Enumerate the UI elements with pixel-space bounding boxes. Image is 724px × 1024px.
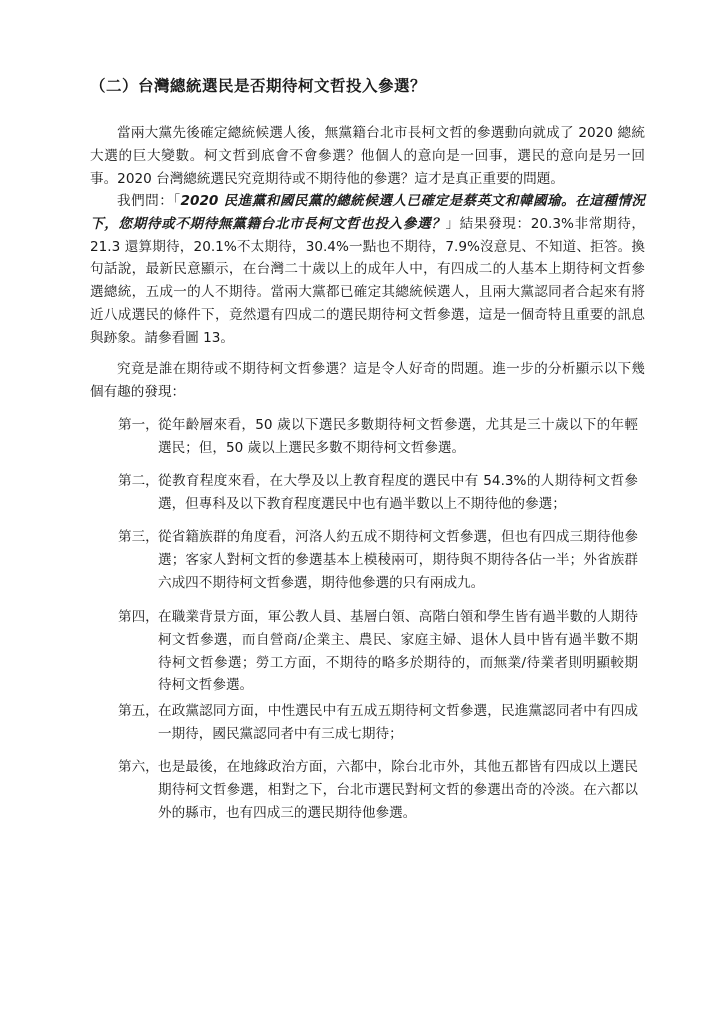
survey-results: 」結果發現：20.3%非常期待，21.3 還算期待，20.1%不太期待，30.4%一點也不期待，7.9%沒意見、不知道、拒答。換句話說，最新民意顯示，在台灣二十歲以上的成年人中，有四成二的人基本上期待柯文哲參選總統，五成一的人不期待。當兩大黨都已確定其總統候選人，且兩大黨認同者合起來有將近八成選民的條件下，竟然還有四成二的選民期待柯文哲參選，這是一個奇特且重要的訊息與跡象。請參看圖 13。 — [90, 215, 646, 346]
paragraph-analysis-intro: 究竟是誰在期待或不期待柯文哲參選？這是令人好奇的問題。進一步的分析顯示以下幾個有趣的發現： — [90, 361, 645, 400]
finding-text: 從年齡層來看，50 歲以下選民多數期待柯文哲參選，尤其是三十歲以下的年輕選民；但，50 歲以上選民多數不期待柯文哲參選。 — [158, 417, 638, 456]
finding-text: 在政黨認同方面，中性選民中有五成五期待柯文哲參選，民進黨認同者中有四成一期待，國民黨認同者中有三成七期待； — [158, 703, 638, 742]
finding-label: 第五， — [118, 703, 159, 719]
finding-label: 第四， — [118, 609, 159, 625]
survey-question-quote: 2020 民進黨和國民黨的總統候選人已確定是蔡英文和韓國瑜。在這種情況下，您期待或不期待無黨籍台北市長柯文哲也投入參選？ — [90, 193, 645, 232]
finding-label: 第三， — [118, 529, 159, 545]
paragraph-survey — [90, 190, 645, 350]
finding-label: 第六， — [118, 759, 159, 775]
finding-item-4 — [118, 606, 638, 697]
paragraph-intro: 當兩大黨先後確定總統候選人後，無黨籍台北市長柯文哲的參選動向就成了 2020 總統大選的巨大變數。柯文哲到底會不會參選？他個人的意向是一回事，選民的意向是另一回事。2020 台灣總統選民究竟期待或不期待他的參選？這才是真正重要的問題。 — [90, 125, 645, 187]
finding-text: 也是最後，在地緣政治方面，六都中，除台北市外，其他五都皆有四成以上選民期待柯文哲參選，相對之下，台北市選民對柯文哲的參選出奇的冷淡。在六都以外的縣市，也有四成三的選民期待他參選。 — [158, 759, 638, 821]
finding-item-1 — [118, 414, 638, 460]
finding-item-2 — [118, 470, 638, 516]
finding-text: 在職業背景方面，軍公教人員、基層白領、高階白領和學生皆有過半數的人期待柯文哲參選，而自營商/企業主、農民、家庭主婦、退休人員中皆有過半數不期待柯文哲參選；勞工方面，不期待的略多於期待的，而無業/待業者則明顯較期待柯文哲參選。 — [158, 609, 638, 694]
finding-text: 從省籍族群的角度看，河洛人約五成不期待柯文哲參選，但也有四成三期待他參選；客家人對柯文哲的參選基本上模稜兩可，期待與不期待各佔一半；外省族群六成四不期待柯文哲參選，期待他參選的只有兩成九。 — [158, 529, 638, 591]
finding-label: 第一， — [118, 417, 159, 433]
finding-item-5 — [118, 700, 638, 746]
finding-item-3 — [118, 526, 638, 594]
survey-lead: 我們問：「 — [117, 193, 181, 209]
finding-item-6 — [118, 756, 638, 824]
section-heading: （二）台灣總統選民是否期待柯文哲投入參選？ — [90, 77, 427, 95]
finding-text: 從教育程度來看，在大學及以上教育程度的選民中有 54.3%的人期待柯文哲參選，但專科及以下教育程度選民中也有過半數以上不期待他的參選； — [158, 473, 638, 512]
finding-label: 第二， — [118, 473, 159, 489]
